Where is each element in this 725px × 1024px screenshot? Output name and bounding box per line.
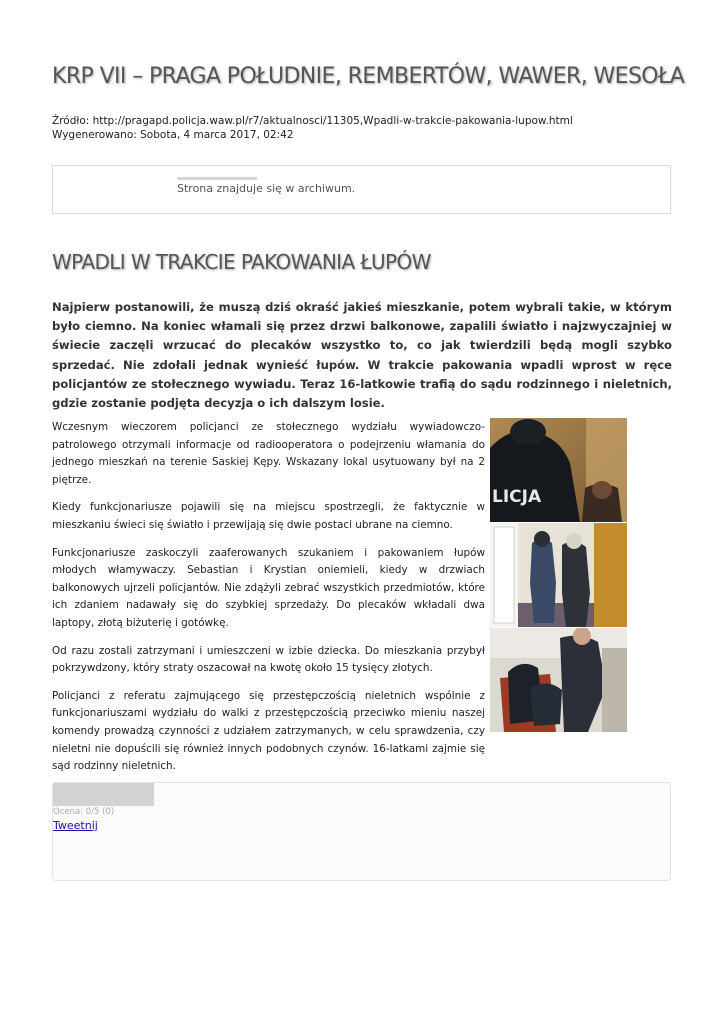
article-body <box>52 419 485 786</box>
archive-notice: Strona znajduje się w archiwum. <box>177 182 356 195</box>
generated-date: Wygenerowano: Sobota, 4 marca 2017, 02:42 <box>52 129 294 141</box>
article-paragraph: Wczesnym wieczorem policjanci ze stołecznego wydziału wywiadowczo-patrolowego otrzymali informacje od radiooperatora o podejrzeniu włamania do jednego mieszkań na terenie Saskiej Kępy. Wskazany lokal usytuowany był na 2 piętrze. <box>52 421 485 486</box>
police-lettering: LICJA <box>492 487 542 507</box>
article-paragraph: Policjanci z referatu zajmującego się przestępczością nieletnich wspólnie z funkcjonariuszami wydziału do walki z przestępczością przeciwko mieniu naszej komendy prowadzą czynności z udziałem zatrzymanych, w celu sprawdzenia, czy nieletni nie dopuścili się również innych podobnych czynów. 16-latkami zajmie się sąd rodzinny nieletnich. <box>52 689 485 773</box>
article-paragraph: Funkcjonariusze zaskoczyli zaaferowanych szukaniem i pakowaniem łupów młodych włamywaczy. Sebastian i Krystian oniemieli, kiedy w drzwiach balkonowych ujrzeli policjantów. Nie zdążyli zebrać wszystkich przedmiotów, które ich zdaniem nadawały się do szybkiej sprzedaży. Do plecaków wkładali dwa laptopy, złotą biżuterię i gotówkę. <box>52 546 485 629</box>
article-paragraph: Kiedy funkcjonariusze pojawili się na miejscu spostrzegli, że faktycznie w mieszkaniu świeci się światło i przewijają się dwie postaci ubrane na ciemno. <box>52 501 485 531</box>
article-lead: Najpierw postanowili, że muszą dziś okraść jakieś mieszkanie, potem wybrali takie, w którym było ciemno. Na koniec włamali się przez drzwi balkonowe, zapalili światło i najzwyczajniej w świecie zaczęli wrzucać do plecaków wszystko to, co jak twierdzili będą mogli szybko sprzedać. Nie zdołali jednak wynieść łupów. W trakcie pakowania wpadli wprost w ręce policjantów ze stołecznego wywiadu. Teraz 16-latkowie trafią do sądu rodzinnego i nieletnich, gdzie zostanie podjęta decyzja o ich dalszym losie. <box>52 300 672 411</box>
document-meta <box>52 114 573 142</box>
article-paragraph: Od razu zostali zatrzymani i umieszczeni w izbie dziecka. Do mieszkania przybył pokrzywdzony, który straty oszacował na kwotę około 15 tysięcy złotych. <box>52 644 485 675</box>
tweet-link[interactable]: Tweetnij <box>53 819 98 832</box>
article-photo-room <box>490 523 627 627</box>
article-title: WPADLI W TRAKCIE PAKOWANIA ŁUPÓW <box>52 250 431 274</box>
archive-notice-box <box>52 165 671 214</box>
site-title: KRP VII – PRAGA POŁUDNIE, REMBERTÓW, WAWER, WESOŁA <box>52 64 685 89</box>
rating-stars-bar[interactable] <box>53 783 154 806</box>
room-photo-image <box>490 523 627 627</box>
article-photo-backpacks <box>490 628 627 732</box>
backpacks-photo-image <box>490 628 627 732</box>
rating-label: Ocena: 0/5 (0) <box>53 807 115 817</box>
rating-panel <box>52 782 671 881</box>
source-url: Źródło: http://pragapd.policja.waw.pl/r7/aktualnosci/11305,Wpadli-w-trakcie-pakowania-lupow.html <box>52 115 573 127</box>
archive-divider <box>177 177 257 180</box>
article-photo-police <box>490 418 627 522</box>
police-photo-image <box>490 418 627 522</box>
